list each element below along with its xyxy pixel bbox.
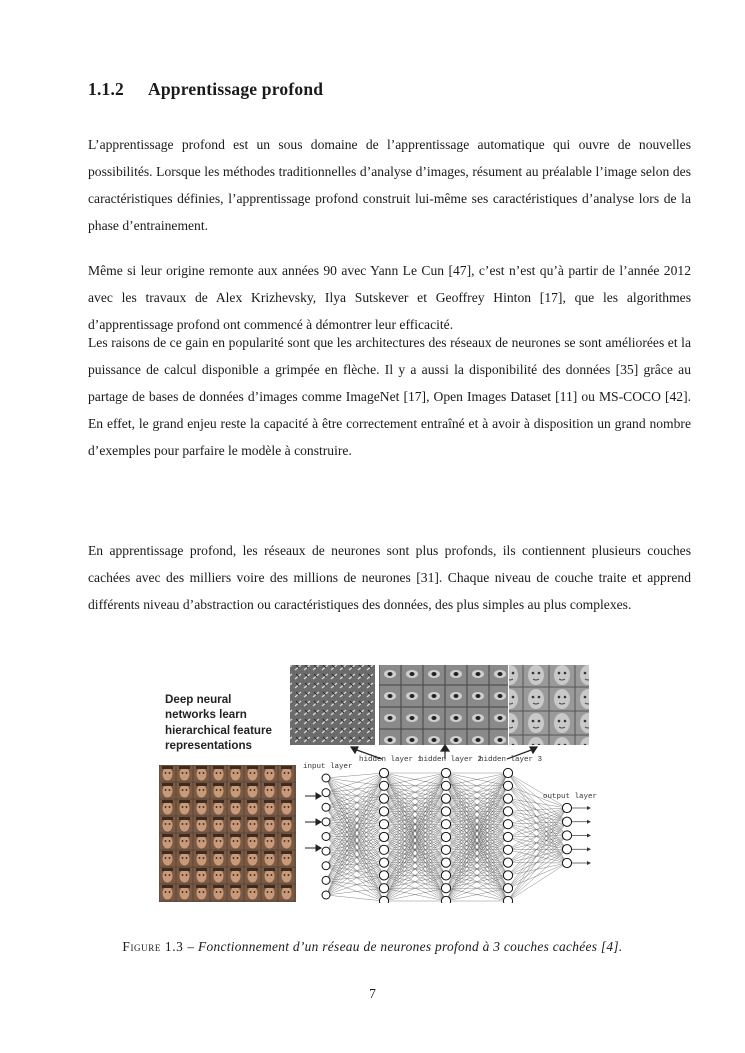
network-connection <box>326 773 384 778</box>
paragraph-2: Même si leur origine remonte aux années 90 avec Yann Le Cun [47], c’est n’est qu’à partir de l’année 2012 avec les travaux de Alex Krizhevsky, Ilya Sutskever et Geoffrey Hinton [17], que les algorithmes d’apprentissage profond ont commencé à démontrer leur efficacité. <box>88 263 691 332</box>
network-neuron <box>441 871 450 880</box>
network-neuron <box>503 858 512 867</box>
network-neuron <box>503 871 512 880</box>
section-heading <box>88 79 323 100</box>
label-hidden-layer-3: hidden layer 3 <box>479 756 543 764</box>
network-connection <box>508 837 567 863</box>
figure-caption <box>0 939 745 955</box>
network-neuron <box>379 884 388 893</box>
network-neuron <box>322 818 330 826</box>
section-number: 1.1.2 <box>88 79 124 99</box>
network-connection <box>508 863 567 888</box>
figure-text-line-2: networks learn <box>165 708 247 722</box>
network-neuron <box>379 768 388 777</box>
network-neuron <box>379 820 388 829</box>
caption-label: Figure 1.3 – <box>122 939 195 954</box>
face-features-panel <box>509 665 589 745</box>
network-connection <box>508 849 567 875</box>
network-neuron <box>503 884 512 893</box>
network-connection <box>326 837 384 838</box>
network-neuron <box>322 774 330 782</box>
network-connection <box>508 836 567 850</box>
network-connection <box>508 808 567 888</box>
caption-text: Fonctionnement d’un réseau de neurones profond à 3 couches cachées [4]. <box>198 939 623 954</box>
network-connection <box>326 786 384 866</box>
network-connection <box>326 850 384 851</box>
network-neuron <box>503 768 512 777</box>
network-neuron <box>441 896 450 903</box>
network-neuron <box>441 781 450 790</box>
network-connection <box>508 837 567 849</box>
network-neuron <box>322 847 330 855</box>
network-connection <box>326 837 384 902</box>
network-connection <box>508 849 567 901</box>
network-neuron <box>322 891 330 899</box>
figure-deep-network <box>159 663 598 903</box>
network-neuron <box>322 789 330 797</box>
network-neuron <box>562 803 571 812</box>
network-connection <box>508 822 567 901</box>
network-neuron <box>503 896 512 903</box>
network-neuron <box>503 845 512 854</box>
network-neuron <box>379 871 388 880</box>
network-connection <box>508 849 567 862</box>
neural-network-diagram <box>322 768 591 903</box>
network-neuron <box>503 807 512 816</box>
network-neuron <box>441 807 450 816</box>
network-neuron <box>379 832 388 841</box>
figure-text-line-4: representations <box>165 739 252 753</box>
figure-text-block <box>165 692 272 754</box>
network-neuron <box>322 833 330 841</box>
network-neuron <box>503 781 512 790</box>
network-neuron <box>322 862 330 870</box>
network-neuron <box>379 807 388 816</box>
paragraph-4: En apprentissage profond, les réseaux de neurones sont plus profonds, ils contiennent plusieurs couches cachées avec des milliers voire des millions de neurones [31]. Chaque niveau de couche traite et apprend différents niveau d’abstraction ou caractéristiques des données, des plus simples au plus complexes. <box>88 543 691 612</box>
paragraph-1: L’apprentissage profond est un sous domaine de l’apprentissage automatique qui ouvre de nouvelles possibilités. Lorsque les méthodes traditionnelles d’analyse d’images, résument au préalable l’image selon des caractéristiques définies, l’apprentissage profond construit lui-même ses caractéristiques d’analyse lors de la phase d’entrainement. <box>88 137 691 233</box>
network-connection <box>326 888 384 895</box>
network-neuron <box>503 820 512 829</box>
network-connection <box>508 773 567 808</box>
output-arrow-head <box>587 834 591 838</box>
network-neuron <box>441 794 450 803</box>
network-neuron <box>441 820 450 829</box>
output-arrow-head <box>587 847 591 851</box>
network-neuron <box>562 845 571 854</box>
network-neuron <box>441 884 450 893</box>
part-features-panel <box>379 665 508 745</box>
input-arrows <box>305 793 321 851</box>
network-connection <box>508 863 567 875</box>
network-neuron <box>562 831 571 840</box>
network-connection <box>508 808 567 837</box>
input-faces-mosaic <box>159 765 296 902</box>
network-neuron <box>322 876 330 884</box>
network-neuron <box>562 817 571 826</box>
label-hidden-layer-1: hidden layer 1 <box>359 756 423 764</box>
network-connection <box>508 836 567 863</box>
section-title: Apprentissage profond <box>148 79 324 99</box>
figure-text-line-1: Deep neural <box>165 693 232 706</box>
output-arrow-head <box>587 820 591 824</box>
network-neuron <box>379 858 388 867</box>
output-arrow-head <box>587 861 591 865</box>
label-input-layer: input layer <box>303 763 353 771</box>
network-neuron <box>379 896 388 903</box>
paragraph-3: Les raisons de ce gain en popularité sont que les architectures des réseaux de neurones se sont améliorées et la puissance de calcul disponible a grimpée en flèche. Il y a aussi la disponibilité des données [35] grâce au partage de bases de données d’images comme ImageNet [17], Open Images Dataset [11] ou MS-COCO [42]. En effet, le grand enjeu reste la capacité à être correctement entraîné et à avoir à disposition un grand nombre d’exemples pour parfaire le modèle à construire. <box>88 335 691 458</box>
network-neuron <box>441 832 450 841</box>
network-neuron <box>379 845 388 854</box>
figure-text-line-3: hierarchical feature <box>165 723 272 737</box>
edge-features-panel <box>290 665 375 745</box>
label-output-layer: output layer <box>543 793 598 801</box>
network-neuron <box>503 794 512 803</box>
network-neuron <box>379 781 388 790</box>
network-neuron <box>441 768 450 777</box>
output-arrow-head <box>587 806 591 810</box>
network-connection <box>508 836 567 902</box>
network-neuron <box>562 858 571 867</box>
network-neuron <box>441 858 450 867</box>
network-neuron <box>441 845 450 854</box>
network-neuron <box>322 803 330 811</box>
label-hidden-layer-2: hidden layer 2 <box>419 756 483 764</box>
page-number: 7 <box>369 986 376 1001</box>
network-neuron <box>503 832 512 841</box>
network-neuron <box>379 794 388 803</box>
